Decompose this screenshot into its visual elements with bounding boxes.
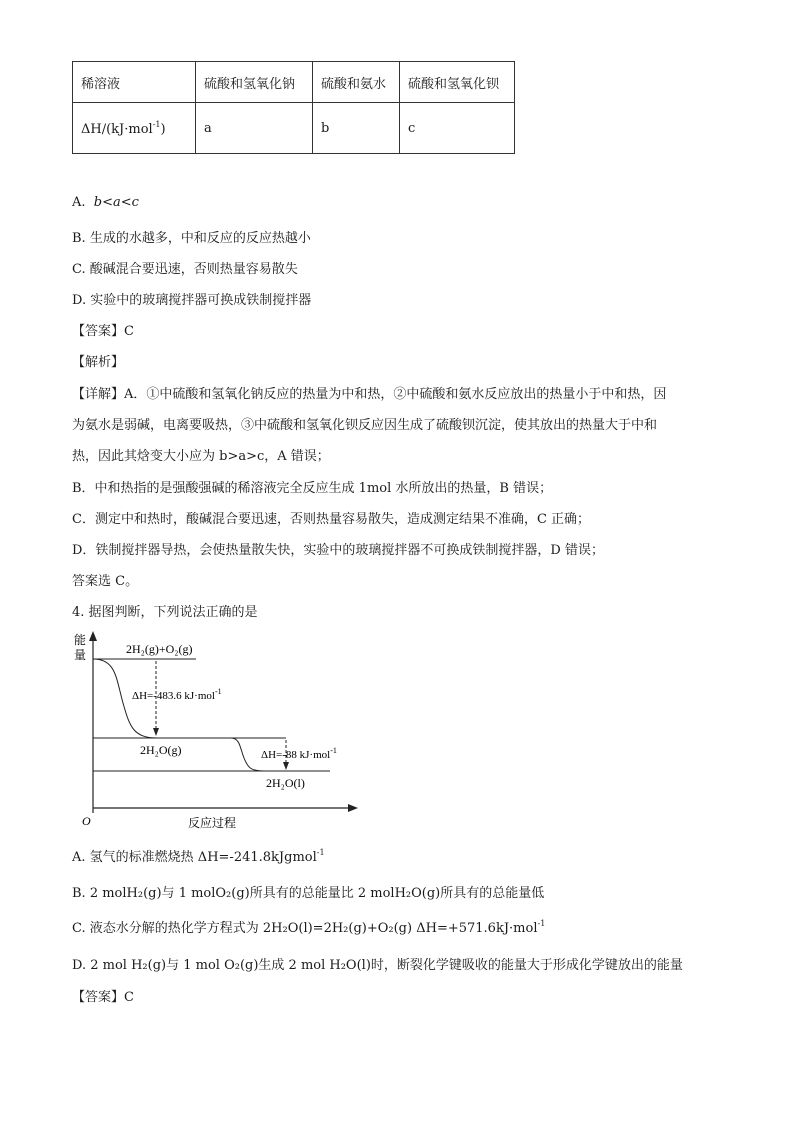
option-a: A. b<a<c [72,195,139,210]
mid-level-label: 2H₂O(g) [140,743,182,757]
table-cell: b [313,103,400,154]
y-axis-label-1: 能 [74,633,87,647]
table-row-label: ΔH/(kJ·mol$^{-1}$) [73,103,196,154]
analysis-line: 为氨水是弱碱，电离要吸热，③中硫酸和氢氧化钡反应因生成了硫酸钡沉淀，使其放出的热量大于中和 [72,418,658,433]
table-header-row [73,62,515,103]
q4-option-d: D. 2 mol H₂(g)与 1 mol O₂(g)生成 2 mol H₂O(l)时，断裂化学键吸收的能量大于形成化学键放出的能量 [72,958,683,973]
option-b: B. 生成的水越多，中和反应的反应热越小 [72,231,311,246]
origin-label: O [82,814,91,828]
analysis-label: 【解析】 [72,355,125,370]
table-header-cell: 硫酸和氢氧化钠 [196,62,313,103]
q4-option-b: B. 2 molH₂(g)与 1 molO₂(g)所具有的总能量比 2 molH₂O(g)所具有的总能量低 [72,886,545,901]
table-cell: a [196,103,313,154]
x-axis-arrow [348,804,358,812]
analysis-line: B．中和热指的是强酸强碱的稀溶液完全反应生成 1mol 水所放出的热量，B 错误； [72,481,553,496]
q4-answer-label: 【答案】C [72,990,134,1005]
option-c: C. 酸碱混合要迅速，否则热量容易散失 [72,262,298,277]
y-axis-label-2: 量 [74,648,87,662]
dh2-label: ΔH=-88 kJ·mol$^{-1}$ [261,746,337,761]
dh1-label: ΔH=-483.6 kJ·mol$^{-1}$ [132,687,222,702]
data-table [72,61,515,154]
y-axis-arrow [89,631,97,641]
curve-2 [231,738,264,771]
energy-diagram [68,628,368,833]
analysis-line: D．铁制搅拌器导热，会使热量散失快，实验中的玻璃搅拌器不可换成铁制搅拌器，D 错误； [72,543,604,558]
table-cell: c [400,103,515,154]
table-row [73,103,515,154]
x-axis-label: 反应过程 [188,816,237,830]
low-level-label: 2H₂O(l) [266,776,305,790]
q4-option-a: A. 氢气的标准燃烧热 ΔH=-241.8kJgmol$^{-1}$ [72,848,325,865]
q4-option-c: C. 液态水分解的热化学方程式为 2H₂O(l)=2H₂(g)+O₂(g) ΔH=+571.6kJ·mol$^{-1}$ [72,919,546,936]
table-header-cell: 硫酸和氢氧化钡 [400,62,515,103]
top-level-label: 2H₂(g)+O₂(g) [126,642,193,656]
answer-label: 【答案】C [72,324,134,339]
analysis-line: 热，因此其焓变大小应为 b>a>c，A 错误； [72,449,330,464]
analysis-line: 答案选 C。 [72,574,139,589]
option-d: D. 实验中的玻璃搅拌器可换成铁制搅拌器 [72,293,312,308]
analysis-line: C．测定中和热时，酸碱混合要迅速，否则热量容易散失，造成测定结果不准确，C 正确； [72,512,591,527]
table-header-cell: 稀溶液 [73,62,196,103]
table-header-cell: 硫酸和氨水 [313,62,400,103]
question-stem: 4. 据图判断，下列说法正确的是 [72,605,258,620]
analysis-line: 【详解】A．①中硫酸和氢氧化钠反应的热量为中和热，②中硫酸和氨水反应放出的热量小于中和热，因 [72,387,667,402]
